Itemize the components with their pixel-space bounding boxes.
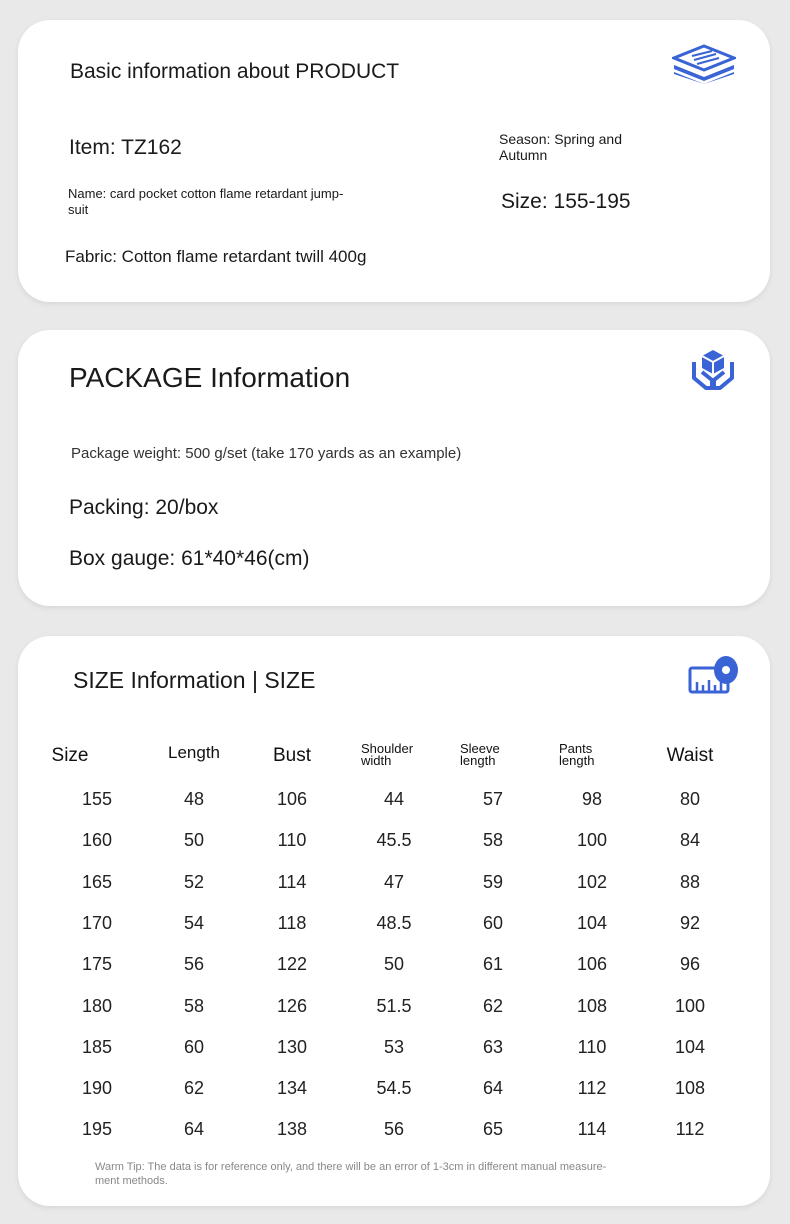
- header-pants-length: [547, 743, 637, 767]
- cell-sleeve-length: 62: [482, 995, 504, 1016]
- header-sleeve-length: [448, 743, 538, 767]
- header-text: width: [361, 753, 392, 768]
- cell-pants-length: 100: [576, 830, 608, 851]
- warm-tip-line1: Warm Tip: The data is for reference only, and there will be an error of 1-3cm in different manual measure-: [95, 1161, 607, 1173]
- header-length: Length: [168, 743, 220, 762]
- warm-tip: [95, 1160, 606, 1188]
- cell-size: 165: [81, 871, 113, 892]
- tape-measure-icon: [688, 654, 740, 694]
- cell-sleeve-length: 63: [482, 1036, 504, 1057]
- cell-bust: 138: [276, 1119, 308, 1140]
- cell-size: 155: [81, 789, 113, 809]
- cell-waist: 100: [674, 995, 706, 1016]
- header-shoulder-width: [349, 743, 439, 767]
- cell-pants-length: 114: [577, 1119, 607, 1140]
- layers-icon: [672, 44, 736, 84]
- product-name: [68, 186, 343, 218]
- cell-waist: 104: [674, 1036, 706, 1057]
- cell-pants-length: 104: [576, 912, 608, 933]
- cell-size: 185: [81, 1036, 113, 1057]
- cell-shoulder-width: 51.5: [376, 995, 412, 1016]
- cell-size: 180: [81, 995, 113, 1016]
- cell-size: 195: [81, 1119, 113, 1140]
- cell-length: 62: [183, 1078, 205, 1099]
- item-code: Item: TZ162: [69, 136, 182, 159]
- cell-pants-length: 108: [576, 995, 608, 1016]
- product-name-line2: suit: [68, 202, 89, 217]
- header-text: Sleeve: [460, 741, 500, 756]
- header-text: Shoulder: [361, 741, 414, 756]
- cell-shoulder-width: 48.5: [376, 912, 412, 933]
- cell-bust: 110: [277, 830, 307, 851]
- cell-shoulder-width: 50: [383, 954, 405, 975]
- cell-pants-length: 110: [577, 1036, 607, 1057]
- cell-waist: 88: [679, 871, 701, 892]
- header-bust: Bust: [272, 745, 312, 766]
- cell-waist: 96: [679, 954, 701, 975]
- season: [499, 131, 622, 163]
- cell-sleeve-length: 61: [482, 954, 504, 975]
- packing: Packing: 20/box: [69, 496, 219, 519]
- cell-sleeve-length: 58: [482, 830, 504, 851]
- cell-pants-length: 98: [581, 789, 603, 809]
- product-name-line1: Name: card pocket cotton flame retardant jump-: [68, 186, 344, 201]
- cell-shoulder-width: 45.5: [376, 830, 412, 851]
- fabric: Fabric: Cotton flame retardant twill 400g: [65, 247, 367, 266]
- cell-size: 190: [81, 1078, 113, 1099]
- cell-bust: 122: [276, 954, 308, 975]
- header-waist: Waist: [666, 745, 714, 766]
- cell-length: 52: [183, 871, 205, 892]
- cell-bust: 106: [276, 789, 308, 809]
- card-title: Basic information about PRODUCT: [70, 60, 400, 83]
- cell-length: 56: [183, 954, 205, 975]
- cell-bust: 114: [277, 871, 307, 892]
- cell-bust: 118: [277, 912, 307, 933]
- cell-waist: 84: [679, 830, 701, 851]
- cell-length: 64: [183, 1119, 205, 1140]
- size-info-card: [18, 636, 770, 1206]
- season-line2: Autumn: [499, 147, 548, 163]
- warm-tip-line2: ment methods.: [95, 1175, 168, 1187]
- cell-length: 50: [183, 830, 205, 851]
- card-title: PACKAGE Information: [69, 362, 351, 393]
- cell-length: 58: [183, 995, 205, 1016]
- box-hands-icon: [692, 348, 734, 390]
- cell-bust: 126: [276, 995, 308, 1016]
- cell-waist: 80: [679, 789, 701, 809]
- cell-length: 54: [183, 912, 205, 933]
- cell-length: 60: [183, 1036, 205, 1057]
- cell-waist: 108: [674, 1078, 706, 1099]
- cell-length: 48: [183, 789, 205, 809]
- box-gauge: Box gauge: 61*40*46(cm): [69, 547, 310, 570]
- header-text: length: [559, 753, 595, 768]
- cell-sleeve-length: 57: [482, 789, 504, 809]
- cell-size: 160: [81, 830, 113, 851]
- cell-sleeve-length: 60: [482, 912, 504, 933]
- cell-sleeve-length: 59: [482, 871, 504, 892]
- cell-size: 175: [81, 954, 113, 975]
- cell-waist: 92: [679, 912, 701, 933]
- header-size: Size: [51, 745, 89, 766]
- cell-size: 170: [81, 912, 113, 933]
- cell-pants-length: 112: [577, 1078, 607, 1099]
- cell-shoulder-width: 53: [383, 1036, 405, 1057]
- cell-sleeve-length: 65: [482, 1119, 504, 1140]
- cell-shoulder-width: 54.5: [376, 1078, 412, 1099]
- cell-shoulder-width: 47: [383, 871, 405, 892]
- cell-bust: 134: [276, 1078, 308, 1099]
- cell-shoulder-width: 56: [383, 1119, 405, 1140]
- card-title: SIZE Information | SIZE: [73, 667, 316, 693]
- cell-bust: 130: [276, 1036, 308, 1057]
- package-weight: Package weight: 500 g/set (take 170 yards as an example): [71, 445, 462, 462]
- package-info-card: [18, 330, 770, 606]
- season-line1: Season: Spring and: [499, 131, 622, 147]
- cell-sleeve-length: 64: [482, 1078, 504, 1099]
- basic-info-card: [18, 20, 770, 302]
- size-range: Size: 155-195: [501, 190, 631, 213]
- cell-pants-length: 102: [576, 871, 608, 892]
- header-text: Pants: [559, 741, 593, 756]
- cell-pants-length: 106: [576, 954, 608, 975]
- header-text: length: [460, 753, 496, 768]
- cell-shoulder-width: 44: [383, 789, 405, 809]
- cell-waist: 112: [675, 1119, 705, 1140]
